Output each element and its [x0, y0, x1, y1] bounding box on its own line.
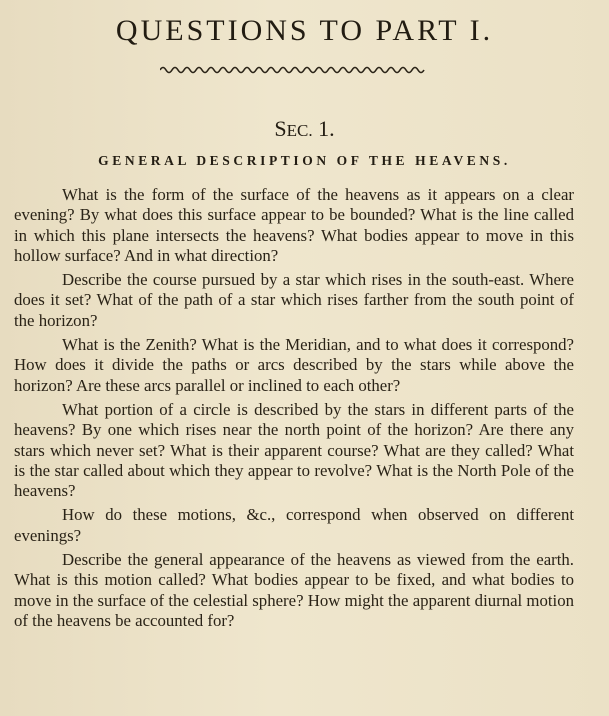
section-prefix: S [274, 116, 287, 141]
question-paragraph: What portion of a circle is described by the stars in different parts of the heavens? By one which rises near the north point of the horizon? Are there any stars which never set? What is their apparent course? What are they called? What is the star called about which they appear to revolve? What is the North Pole of the heavens? [14, 399, 574, 501]
decorative-wavy-rule [160, 64, 425, 76]
section-number: 1. [318, 116, 335, 141]
question-paragraph: How do these motions, &c., correspond when observed on different evenings? [14, 505, 574, 545]
page-title: QUESTIONS TO PART I. [115, 14, 494, 47]
question-paragraph: What is the form of the surface of the heavens as it appears on a clear evening? By what does this surface appear to be bounded? What is the line called in which this plane intersects the heavens? What bodies appear to move in this hollow surface? And in what direction? [14, 185, 574, 265]
section-subheading: GENERAL DESCRIPTION OF THE HEAVENS. [98, 153, 511, 168]
question-paragraph: What is the Zenith? What is the Meridian, and to what does it correspond? How does it divide the paths or arcs described by the stars while above the horizon? Are these arcs parallel or inclined to each other? [14, 335, 574, 395]
question-paragraph: Describe the course pursued by a star which rises in the south-east. Where does it set? What of the path of a star which rises farther from the south point of the horizon? [14, 270, 574, 330]
section-rest: EC. [286, 121, 313, 140]
section-heading [0, 116, 609, 142]
question-paragraph: Describe the general appearance of the heavens as viewed from the earth. What is this motion called? What bodies appear to be fixed, and what bodies to move in the surface of the celestial sphere? How might the apparent diurnal motion of the heavens be accounted for? [14, 550, 574, 630]
questions-body [14, 185, 574, 635]
